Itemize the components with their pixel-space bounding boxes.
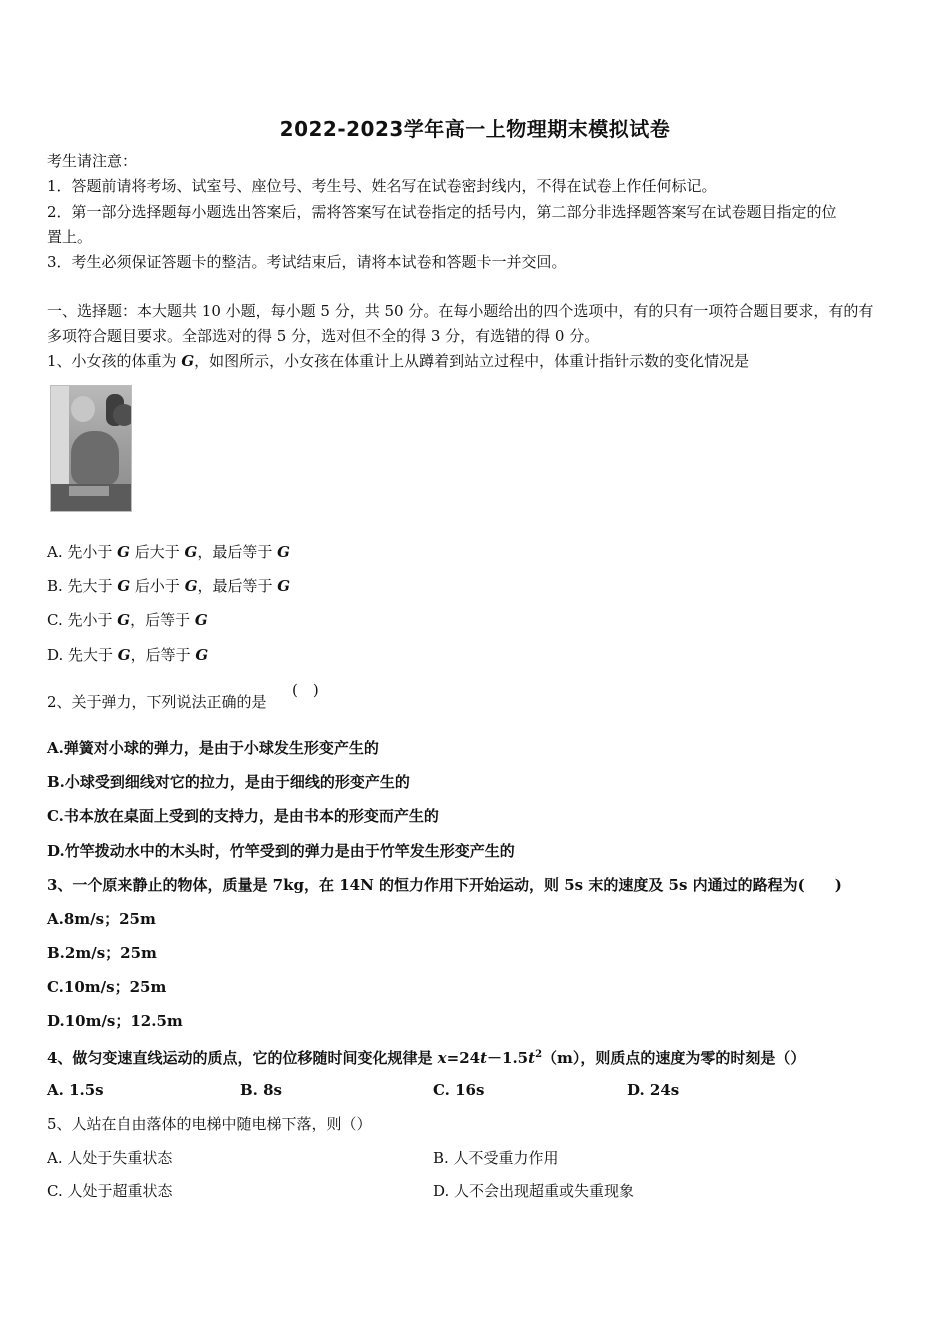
girl-on-scale-figure (50, 385, 132, 512)
notice-item-1: 1．答题前请将考场、试室号、座位号、考生号、姓名写在试卷密封线内，不得在试卷上作任何标记。 (47, 177, 717, 195)
q2-option-c[interactable]: C.书本放在桌面上受到的支持力，是由书本的形变而产生的 (47, 807, 439, 825)
q2-option-a[interactable]: A.弹簧对小球的弹力，是由于小球发生形变产生的 (47, 739, 379, 757)
notice-item-2-line-2: 置上。 (47, 228, 93, 246)
q1-symbol-g: G (181, 352, 195, 370)
question-2-stem: 2、关于弹力，下列说法正确的是 (47, 693, 267, 711)
section-intro-line-2: 多项符合题目要求。全部选对的得 5 分，选对但不全的得 3 分，有选错的得 0 分。 (47, 327, 600, 345)
q2-option-d[interactable]: D.竹竿拨动水中的木头时，竹竿受到的弹力是由于竹竿发生形变产生的 (47, 842, 515, 860)
question-1-stem (47, 350, 749, 372)
q3-option-a[interactable]: A.8m/s；25m (47, 910, 156, 928)
section-intro-line-1: 一、选择题：本大题共 10 小题，每小题 5 分，共 50 分。在每小题给出的四个选项中，有的只有一项符合题目要求，有的有 (47, 302, 874, 320)
q5-option-b[interactable]: B. 人不受重力作用 (433, 1149, 559, 1167)
notice-item-3: 3．考生必须保证答题卡的整洁。考试结束后，请将本试卷和答题卡一并交回。 (47, 253, 567, 271)
q3-option-d[interactable]: D.10m/s；12.5m (47, 1012, 183, 1030)
page-title: 2022-2023学年高一上物理期末模拟试卷 (279, 117, 671, 141)
q2-option-b[interactable]: B.小球受到细线对它的拉力，是由于细线的形变产生的 (47, 773, 410, 791)
notice-item-2-line-1: 2．第一部分选择题每小题选出答案后，需将答案写在试卷指定的括号内，第二部分非选择题答案写在试卷题目指定的位 (47, 203, 837, 221)
q1-option-d[interactable]: D. 先大于 G，后等于 G (47, 646, 209, 664)
q3-option-c[interactable]: C.10m/s；25m (47, 978, 167, 996)
q4-option-b[interactable]: B. 8s (240, 1081, 283, 1099)
q5-option-d[interactable]: D. 人不会出现超重或失重现象 (433, 1182, 635, 1200)
answer-bracket: ( ) (292, 681, 319, 699)
q4-option-a[interactable]: A. 1.5s (47, 1081, 104, 1099)
q1-stem-part: 1、小女孩的体重为 (47, 352, 182, 370)
question-4-stem: 4、做匀变速直线运动的质点，它的位移随时间变化规律是 $x=24t-1.5t^2(m)$，则质点的速度为零的时刻是（） (47, 1049, 806, 1067)
q1-stem-part: ，如图所示，小女孩在体重计上从蹲着到站立过程中，体重计指针示数的变化情况是 (194, 352, 750, 370)
q5-option-a[interactable]: A. 人处于失重状态 (47, 1149, 173, 1167)
q5-option-c[interactable]: C. 人处于超重状态 (47, 1182, 173, 1200)
question-5-stem: 5、人站在自由落体的电梯中随电梯下落，则（） (47, 1115, 372, 1133)
q4-option-d[interactable]: D. 24s (627, 1081, 680, 1099)
q1-option-a[interactable]: A. 先小于 G 后大于 G，最后等于 G (47, 543, 290, 561)
question-3-stem: 3、一个原来静止的物体，质量是 7kg，在 14N 的恒力作用下开始运动，则 5s 末的速度及 5s 内通过的路程为( ) (47, 876, 842, 894)
q1-option-c[interactable]: C. 先小于 G，后等于 G (47, 611, 208, 629)
notice-heading: 考生请注意： (47, 152, 138, 170)
q1-option-b[interactable]: B. 先大于 G 后小于 G，最后等于 G (47, 577, 291, 595)
formula-x: x (437, 1049, 447, 1067)
q3-option-b[interactable]: B.2m/s；25m (47, 944, 157, 962)
q4-option-c[interactable]: C. 16s (433, 1081, 485, 1099)
